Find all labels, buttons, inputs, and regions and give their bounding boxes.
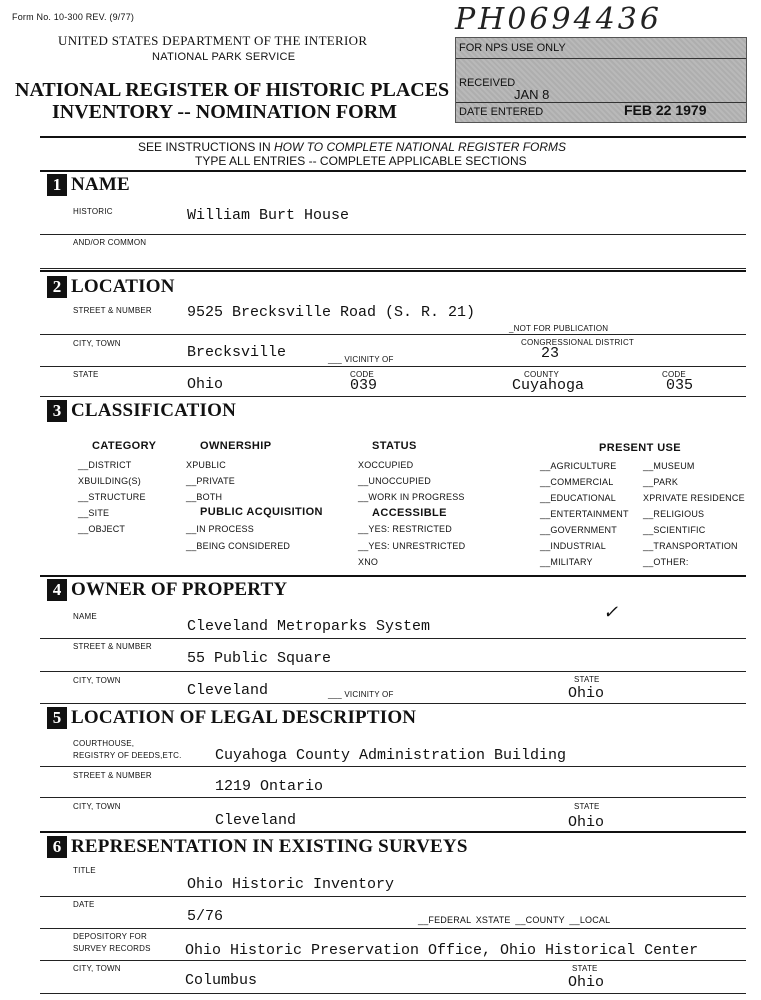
county-value[interactable]: Cuyahoga [512,377,585,394]
nps-box-label: FOR NPS USE ONLY [459,42,566,54]
present-use-option[interactable]: __AGRICULTURE [540,461,617,471]
present-use-option[interactable]: __COMMERCIAL [540,477,614,487]
historic-name-value[interactable]: William Burt House [187,207,350,224]
date-entered-label: DATE ENTERED [459,106,544,118]
courthouse-value[interactable]: Cuyahoga County Administration Building [215,747,567,764]
survey-date-label: DATE [73,900,95,909]
congressional-district-value[interactable]: 23 [541,345,560,362]
owner-vicinity-of[interactable]: ___ VICINITY OF [328,690,394,699]
street-label: STREET & NUMBER [73,306,152,315]
received-label: RECEIVED [459,77,516,89]
survey-title-label: TITLE [73,866,96,875]
code-value[interactable]: 039 [350,377,378,394]
present-use-option[interactable]: __GOVERNMENT [540,525,617,535]
accessible-heading: ACCESSIBLE [372,507,447,519]
county-label: COUNTY [524,370,559,379]
status-option[interactable]: __UNOCCUPIED [358,476,431,486]
handwritten-reference-number: PH0694436 [455,2,662,37]
category-option[interactable]: __DISTRICT [78,460,132,470]
section-1-title: NAME [71,174,130,195]
category-option[interactable]: XBUILDING(S) [78,476,141,486]
depository-city-label: CITY, TOWN [73,964,121,973]
form-title-line1: NATIONAL REGISTER OF HISTORIC PLACES [15,79,450,101]
section-3-number: 3 [47,400,67,422]
ownership-option[interactable]: __PRIVATE [186,476,235,486]
service-name: NATIONAL PARK SERVICE [152,51,296,63]
access-option[interactable]: XNO [358,557,379,567]
not-for-publication[interactable]: _NOT FOR PUBLICATION [509,324,609,333]
congressional-district-label: CONGRESSIONAL DISTRICT [521,338,635,347]
section-3-title: CLASSIFICATION [71,400,237,421]
survey-level-options[interactable]: __FEDERAL XSTATE __COUNTY __LOCAL [418,915,611,925]
access-option[interactable]: __YES: RESTRICTED [358,524,452,534]
present-use-option[interactable]: __OTHER: [643,557,689,567]
depository-city-value[interactable]: Columbus [185,972,258,989]
legal-state-value[interactable]: Ohio [568,814,605,831]
code-label: CODE [350,370,374,379]
present-use-option[interactable]: __EDUCATIONAL [540,493,616,503]
present-use-option[interactable]: XPRIVATE RESIDENCE [643,493,745,503]
check-mark-icon: ✓ [603,602,619,623]
present-use-heading: PRESENT USE [599,442,682,454]
depository-value[interactable]: Ohio Historic Preservation Office, Ohio Historical Center [185,942,699,959]
form-title-line2: INVENTORY -- NOMINATION FORM [52,101,398,123]
section-6-title: REPRESENTATION IN EXISTING SURVEYS [71,836,468,857]
present-use-option[interactable]: __RELIGIOUS [643,509,705,519]
owner-street-value[interactable]: 55 Public Square [187,650,332,667]
status-heading: STATUS [372,440,417,452]
state-value[interactable]: Ohio [187,376,224,393]
acquisition-option[interactable]: __IN PROCESS [186,524,254,534]
legal-street-value[interactable]: 1219 Ontario [215,778,324,795]
nps-use-only-box [455,37,747,123]
legal-street-label: STREET & NUMBER [73,771,152,780]
category-heading: CATEGORY [92,440,157,452]
present-use-option[interactable]: __SCIENTIFIC [643,525,706,535]
public-acquisition-heading: PUBLIC ACQUISITION [200,506,323,518]
depository-state-value[interactable]: Ohio [568,974,605,991]
legal-city-label: CITY, TOWN [73,802,121,811]
owner-state-value[interactable]: Ohio [568,685,605,702]
owner-city-label: CITY, TOWN [73,676,121,685]
street-value[interactable]: 9525 Brecksville Road (S. R. 21) [187,304,476,321]
section-5-title: LOCATION OF LEGAL DESCRIPTION [71,707,417,728]
section-2-title: LOCATION [71,276,175,297]
department-name: UNITED STATES DEPARTMENT OF THE INTERIOR [58,33,368,48]
survey-date-value[interactable]: 5/76 [187,908,224,925]
state-label: STATE [73,370,99,379]
owner-state-label: STATE [574,675,600,684]
category-option[interactable]: __OBJECT [78,524,126,534]
ownership-heading: OWNERSHIP [200,440,272,452]
section-2-number: 2 [47,276,67,298]
depository-label-1: DEPOSITORY FOR [73,932,147,941]
section-4-number: 4 [47,579,67,601]
city-value[interactable]: Brecksville [187,344,287,361]
category-option[interactable]: __STRUCTURE [78,492,146,502]
courthouse-label: COURTHOUSE, [73,739,135,748]
legal-state-label: STATE [574,802,600,811]
category-option[interactable]: __SITE [78,508,110,518]
ownership-option[interactable]: __BOTH [186,492,223,502]
access-option[interactable]: __YES: UNRESTRICTED [358,541,466,551]
depository-label-2: SURVEY RECORDS [73,944,151,953]
section-5-number: 5 [47,707,67,729]
owner-street-label: STREET & NUMBER [73,642,152,651]
owner-name-label: NAME [73,612,97,621]
received-date-stamp: JAN 8 [514,87,550,102]
county-code-label: CODE [662,370,686,379]
owner-city-value[interactable]: Cleveland [187,682,269,699]
legal-city-value[interactable]: Cleveland [215,812,297,829]
present-use-option[interactable]: __MUSEUM [643,461,695,471]
present-use-option[interactable]: __PARK [643,477,679,487]
instructions-line2: TYPE ALL ENTRIES -- COMPLETE APPLICABLE SECTIONS [195,154,527,168]
acquisition-option[interactable]: __BEING CONSIDERED [186,541,291,551]
section-4-title: OWNER OF PROPERTY [71,579,288,600]
ownership-option[interactable]: XPUBLIC [186,460,226,470]
city-label: CITY, TOWN [73,339,121,348]
owner-name-value[interactable]: Cleveland Metroparks System [187,618,431,635]
status-option[interactable]: XOCCUPIED [358,460,414,470]
status-option[interactable]: __WORK IN PROGRESS [358,492,465,502]
survey-title-value[interactable]: Ohio Historic Inventory [187,876,395,893]
common-name-label: AND/OR COMMON [73,238,147,247]
vicinity-of[interactable]: ___ VICINITY OF [328,355,394,364]
depository-state-label: STATE [572,964,598,973]
present-use-option[interactable]: __TRANSPORTATION [643,541,738,551]
registry-label: REGISTRY OF DEEDS,ETC. [73,751,182,760]
section-1-number: 1 [47,174,67,196]
historic-label: HISTORIC [73,207,113,216]
form-number: Form No. 10-300 REV. (9/77) [12,12,135,22]
present-use-option[interactable]: __MILITARY [540,557,593,567]
section-6-number: 6 [47,836,67,858]
present-use-option[interactable]: __INDUSTRIAL [540,541,606,551]
date-entered-stamp: FEB 22 1979 [624,102,707,118]
county-code-value[interactable]: 035 [666,377,694,394]
instructions-line1: SEE INSTRUCTIONS IN HOW TO COMPLETE NATIONAL REGISTER FORMS [138,140,567,154]
present-use-option[interactable]: __ENTERTAINMENT [540,509,629,519]
